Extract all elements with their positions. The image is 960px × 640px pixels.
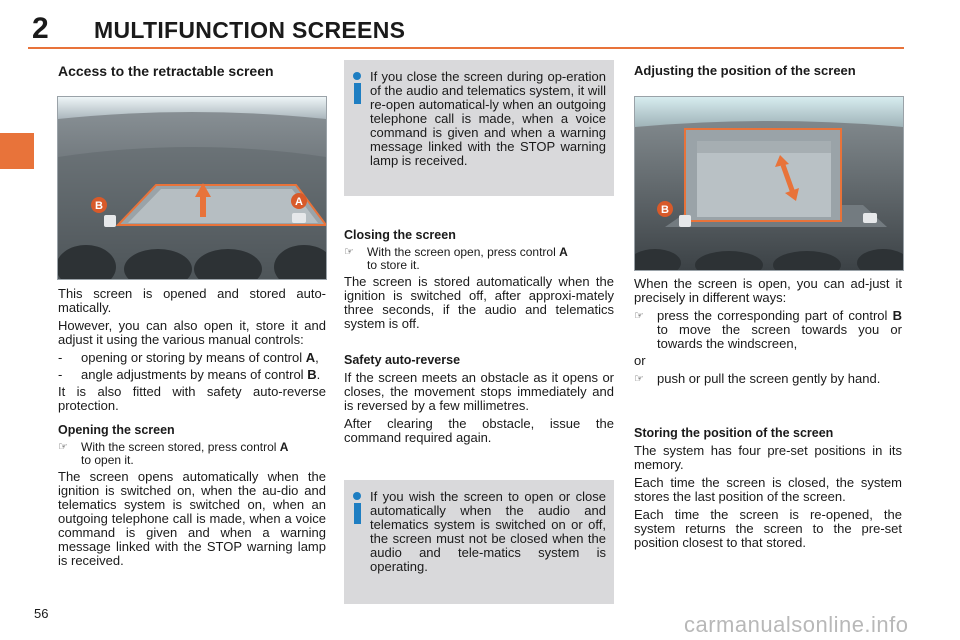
dash-item-2: - angle adjustments by means of control B. — [58, 367, 321, 382]
page-number: 56 — [34, 606, 49, 621]
subheading-closing: Closing the screen — [344, 228, 456, 242]
subheading-safety: Safety auto-reverse — [344, 353, 461, 367]
dashboard-photo-open — [634, 96, 904, 271]
intro-paragraph-1: This screen is opened and stored auto-matically. — [58, 286, 326, 315]
intro-paragraph-3: It is also fitted with safety auto-reverse protection. — [58, 384, 326, 413]
header-rule — [28, 47, 904, 49]
info-box-reopen — [344, 60, 614, 196]
info-text-reopen: If you close the screen during op-eration of the audio and telematics system, it will re-open automatical-ly when an outgoing telephone call is made, when a voice command is given and when a warning message linked with the STOP warning lamp is received. — [370, 69, 606, 168]
watermark: carmanualsonline.info — [684, 612, 909, 637]
intro-paragraph-2: However, you can also open it, store it and adjust it using the various manual controls: — [58, 318, 326, 347]
closing-body: The screen is stored automatically when the ignition is switched off, after approxi-mately three seconds, if the audio and telematics system is off. — [344, 274, 614, 331]
finger-arrow-icon: ☞ — [634, 310, 644, 322]
section-heading-adjusting: Adjusting the position of the screen — [634, 63, 856, 78]
subheading-storing: Storing the position of the screen — [634, 426, 834, 440]
bullet-closing: ☞ With the screen open, press control A to store it. — [344, 245, 568, 272]
info-box-auto — [344, 480, 614, 604]
store-body-1: The system has four pre-set positions in its memory. — [634, 443, 902, 472]
bullet-opening: ☞ With the screen stored, press control A to open it. — [58, 440, 289, 467]
photo-label-a: A — [295, 196, 303, 208]
dash-item-1: - opening or storing by means of control A, — [58, 350, 319, 365]
store-body-2: Each time the screen is closed, the system stores the last position of the screen. — [634, 475, 902, 504]
info-icon — [353, 492, 361, 524]
finger-arrow-icon: ☞ — [634, 373, 644, 385]
dash-marker: - — [58, 367, 63, 382]
or-text: or — [634, 353, 646, 368]
info-text-auto: If you wish the screen to open or close automatically when the audio and telematics system is switched on or off, the screen must not be closed when the audio and tele-matics system is operating. — [370, 489, 606, 574]
adjust-body-1: When the screen is open, you can ad-just it precisely in different ways: — [634, 276, 902, 305]
store-body-3: Each time the screen is re-opened, the system returns the screen to the pre-set position closest to that stored. — [634, 507, 902, 550]
bullet-adjust-1: ☞ press the corresponding part of control B to move the screen towards you or towards the windscreen, — [634, 308, 902, 351]
left-column-text — [58, 287, 326, 572]
section-heading-access: Access to the retractable screen — [58, 63, 274, 79]
chapter-title: MULTIFUNCTION SCREENS — [94, 17, 406, 43]
bullet-adjust-2: ☞ push or pull the screen gently by hand. — [634, 371, 881, 386]
info-icon — [353, 72, 361, 104]
finger-arrow-icon: ☞ — [58, 441, 68, 453]
chapter-side-tab — [0, 133, 34, 169]
subheading-opening: Opening the screen — [58, 423, 175, 437]
middle-column-text — [344, 228, 614, 449]
photo-label-b: B — [95, 200, 103, 212]
finger-arrow-icon: ☞ — [344, 246, 354, 258]
right-column-text — [634, 277, 902, 554]
safety-body-1: If the screen meets an obstacle as it opens or closes, the movement stops immediately and is reversed by a few millimetres. — [344, 370, 614, 413]
chapter-number: 2 — [32, 12, 49, 45]
dashboard-photo-closed — [57, 96, 327, 280]
photo-label-b: B — [661, 204, 669, 216]
safety-body-2: After clearing the obstacle, issue the command required again. — [344, 416, 614, 445]
opening-body: The screen opens automatically when the ignition is switched on, when the au-dio and telematics system is switched on, when an outgoing telephone call is made, when a voice command is given and when a warning message linked with the STOP warning lamp is received. — [58, 469, 326, 568]
dash-marker: - — [58, 350, 63, 365]
